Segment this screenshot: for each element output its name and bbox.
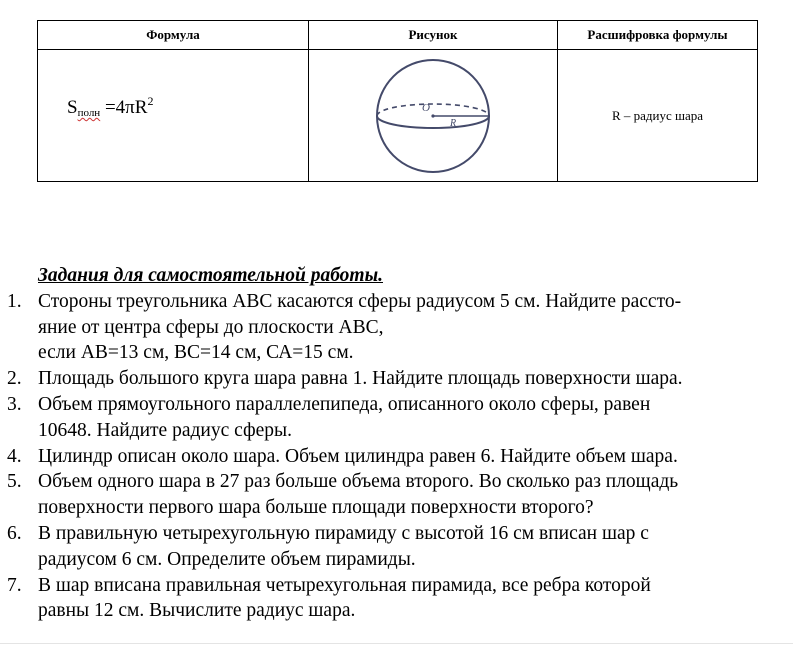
task-text-line: если АВ=13 см, ВС=14 см, СА=15 см. <box>38 342 354 364</box>
task-number: 6. <box>7 522 22 544</box>
task-text-line: В шар вписана правильная четырехугольная пирамида, все ребра которой <box>38 574 651 596</box>
header-figure: Рисунок <box>309 21 558 50</box>
task-number: 2. <box>7 368 22 390</box>
task-number: 7. <box>7 574 22 596</box>
task-number: 4. <box>7 445 22 467</box>
center-point <box>431 114 434 117</box>
task-text-line: Объем одного шара в 27 раз больше объема второго. Во сколько раз площадь <box>38 471 679 493</box>
task-list <box>0 289 793 624</box>
task-item <box>0 392 783 444</box>
task-item <box>0 469 783 521</box>
tasks-section <box>0 263 793 624</box>
decode-cell: R – радиус шара <box>558 50 758 182</box>
formula-symbol: S <box>67 97 78 118</box>
table-body-row <box>38 50 758 182</box>
task-number: 5. <box>7 471 22 493</box>
task-text-line: Цилиндр описан около шара. Объем цилиндра равен 6. Найдите объем шара. <box>38 445 678 467</box>
radius-label: R <box>450 117 457 129</box>
task-text-line: Стороны треугольника АВС касаются сферы радиусом 5 см. Найдите рассто- <box>38 290 682 312</box>
task-text-line: радиусом 6 см. Определите объем пирамиды. <box>38 548 416 570</box>
task-text-line: Площадь большого круга шара равна 1. Найдите площадь поверхности шара. <box>38 368 683 390</box>
formula-subscript: полн <box>77 107 101 119</box>
figure-cell <box>309 50 558 182</box>
sphere-area-formula <box>67 94 153 119</box>
task-number: 1. <box>7 290 22 312</box>
task-item <box>0 521 783 573</box>
sphere-figure <box>372 54 494 178</box>
task-item <box>0 366 783 392</box>
task-text-line: поверхности первого шара больше площади поверхности второго? <box>38 497 594 519</box>
tasks-heading: Задания для самостоятельной работы. <box>38 265 383 286</box>
formula-table <box>37 20 758 182</box>
header-formula: Формула <box>38 21 309 50</box>
equator-front <box>377 116 489 128</box>
bottom-divider <box>0 643 793 644</box>
formula-equals: =4πR <box>100 97 148 118</box>
task-item <box>0 573 783 625</box>
task-item <box>0 289 783 366</box>
task-text-line: 10648. Найдите радиус сферы. <box>38 419 293 441</box>
equator-back-dashed <box>377 101 489 116</box>
task-text-line: В правильную четырехугольную пирамиду с высотой 16 см вписан шар с <box>38 522 649 544</box>
task-text-line: равны 12 см. Вычислите радиус шара. <box>38 600 356 622</box>
task-text-line: яние от центра сферы до плоскости АВС, <box>38 316 384 338</box>
formula-superscript: 2 <box>147 94 154 108</box>
header-decode: Расшифровка формулы <box>558 21 758 50</box>
task-number: 3. <box>7 393 22 415</box>
table-header-row <box>38 21 758 50</box>
task-text-line: Объем прямоугольного параллелепипеда, описанного около сферы, равен <box>38 393 651 415</box>
task-item <box>0 444 783 470</box>
center-label: O <box>422 101 430 114</box>
formula-cell <box>38 50 309 182</box>
